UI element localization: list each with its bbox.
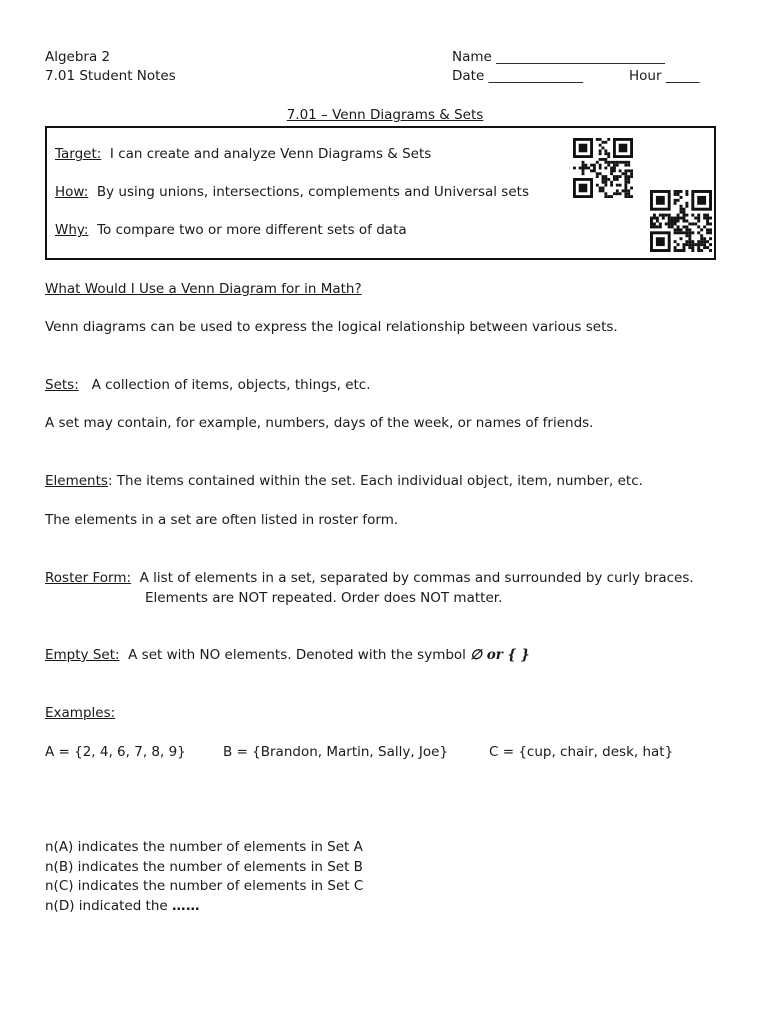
n-b-line: n(B) indicates the number of elements in Set B <box>45 859 363 875</box>
how-label: How: <box>55 184 89 200</box>
how-row <box>55 184 529 200</box>
roster-text-line2: Elements are NOT repeated. Order does NOT matter. <box>145 590 503 606</box>
roster-label: Roster Form: <box>45 570 132 586</box>
n-c-line: n(C) indicates the number of elements in Set C <box>45 878 364 894</box>
set-b-example: B = {Brandon, Martin, Sally, Joe} <box>223 744 449 760</box>
learning-target-box <box>45 126 716 260</box>
target-text: I can create and analyze Venn Diagrams & Sets <box>109 146 432 162</box>
venn-description: Venn diagrams can be used to express the logical relationship between various sets. <box>45 319 618 335</box>
why-row <box>55 222 407 238</box>
date-field: Date ______________ <box>452 68 584 84</box>
set-a-example: A = {2, 4, 6, 7, 8, 9} <box>45 744 186 760</box>
course-label: Algebra 2 <box>45 49 111 65</box>
why-text: To compare two or more different sets of data <box>97 222 407 238</box>
n-d-text: n(D) indicated the <box>45 898 168 914</box>
sets-definition <box>45 377 371 393</box>
page-title: 7.01 – Venn Diagrams & Sets <box>286 107 484 123</box>
n-d-dots: …… <box>172 898 201 914</box>
roster-text-line1: A list of elements in a set, separated by commas and surrounded by curly braces. <box>139 570 694 586</box>
sets-label: Sets: <box>45 377 79 393</box>
examples-label: Examples: <box>45 705 116 721</box>
qr-code-icon <box>650 190 712 252</box>
empty-set-definition <box>45 647 530 663</box>
n-d-line <box>45 898 200 914</box>
elements-text: : The items contained within the set. Each individual object, item, number, etc. <box>107 473 643 489</box>
elements-example-text: The elements in a set are often listed in roster form. <box>45 512 399 528</box>
sets-example-text: A set may contain, for example, numbers, days of the week, or names of friends. <box>45 415 594 431</box>
notes-label: 7.01 Student Notes <box>45 68 176 84</box>
roster-definition <box>45 570 694 586</box>
sets-text: A collection of items, objects, things, etc. <box>91 377 371 393</box>
n-a-line: n(A) indicates the number of elements in Set A <box>45 839 363 855</box>
question-heading: What Would I Use a Venn Diagram for in Math? <box>45 281 362 297</box>
how-text: By using unions, intersections, complements and Universal sets <box>96 184 529 200</box>
target-row <box>55 146 431 162</box>
set-c-example: C = {cup, chair, desk, hat} <box>489 744 674 760</box>
why-label: Why: <box>55 222 89 238</box>
empty-set-symbol: ∅ or { } <box>470 647 530 663</box>
elements-definition <box>45 473 643 489</box>
name-field: Name _________________________ <box>452 49 665 65</box>
empty-set-label: Empty Set: <box>45 647 120 663</box>
elements-label: Elements <box>45 473 108 489</box>
empty-set-text: A set with NO elements. Denoted with the symbol <box>128 647 466 663</box>
target-label: Target: <box>55 146 102 162</box>
qr-code-icon <box>573 138 633 198</box>
hour-field: Hour _____ <box>629 68 700 84</box>
